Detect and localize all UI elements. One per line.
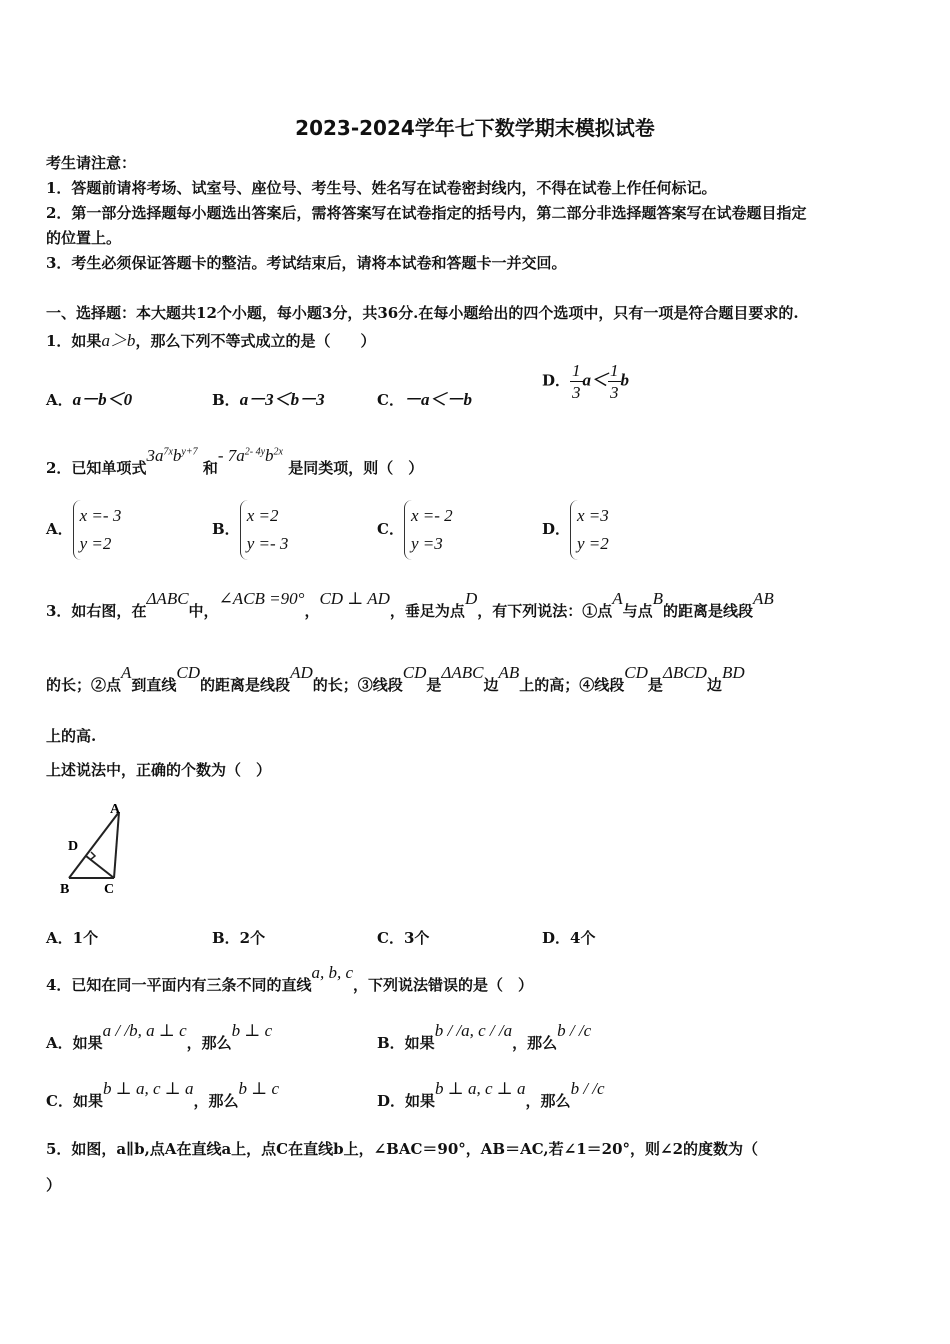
q1-option-a[interactable]: A．a－b＜0 xyxy=(46,390,133,409)
notice-heading: 考生请注意： xyxy=(46,154,137,172)
equation-system: x =- 2 y =3 xyxy=(404,500,453,560)
question-3-line-1: 3．如右图，在ΔABC中，∠ACB =90°，CD ⊥ AD，垂足为点D，有下列说法：①点A与点B的距离是线段AB xyxy=(46,589,774,620)
label-d: D xyxy=(68,839,79,854)
fraction: $\frac{1}{3}$ xyxy=(572,361,581,402)
q1-condition: a＞b xyxy=(101,331,136,350)
q1-option-b[interactable]: B．a－3＜b－3 xyxy=(212,390,325,409)
q2-option-d[interactable]: D． x =3 y =2 xyxy=(542,500,609,560)
q4-option-b[interactable]: B．如果b / /a, c / /a，那么b / /c xyxy=(377,1021,592,1052)
label-c: C xyxy=(104,882,115,897)
monomial-1: $3a^{7x}b^{y+7}$ xyxy=(146,446,198,465)
notice-item: 2．第一部分选择题每小题选出答案后，需将答案写在试卷指定的括号内，第二部分非选择题答案写在试卷题目指定 xyxy=(46,204,807,222)
q1-option-c[interactable]: C．－a＜－b xyxy=(377,390,472,409)
notice-item: 3．考生必须保证答题卡的整洁。考试结束后，请将本试卷和答题卡一并交回。 xyxy=(46,254,567,272)
q4-option-a[interactable]: A．如果a / /b, a ⊥ c，那么b ⊥ c xyxy=(46,1021,273,1052)
question-5-line-2: ） xyxy=(46,1176,62,1194)
question-3-line-3: 上的高. xyxy=(46,727,97,745)
q2-option-a[interactable]: A． x =- 3 y =2 xyxy=(46,500,121,560)
q2-option-b[interactable]: B． x =2 y =- 3 xyxy=(212,500,288,560)
segment-ca xyxy=(114,812,119,878)
q1-pre: 1．如果 xyxy=(46,332,102,350)
q3-option-b[interactable]: B．2个 xyxy=(212,929,266,947)
q1-post: ，那么下列不等式成立的是（ ） xyxy=(135,332,376,350)
q3-option-d[interactable]: D．4个 xyxy=(542,929,596,947)
question-2: 2．已知单项式$3a^{7x}b^{y+7}$ 和- $7a^{2- 4y}b^{2x}$ 是同类项，则（ ） xyxy=(46,446,424,477)
q3-option-a[interactable]: A．1个 xyxy=(46,929,99,947)
q3-option-c[interactable]: C．3个 xyxy=(377,929,430,947)
question-3-line-2: 的长；②点A到直线CD的距离是线段AD的长；③线段CD是ΔABC边AB上的高；④线段CD是ΔBCD边BD xyxy=(46,663,745,694)
label-b: B xyxy=(60,882,70,897)
equation-system: x =3 y =2 xyxy=(570,500,609,560)
q4-option-d[interactable]: D．如果b ⊥ a, c ⊥ a，那么b / /c xyxy=(377,1079,605,1110)
notice-item: 的位置上。 xyxy=(46,229,122,247)
q2-option-c[interactable]: C． x =- 2 y =3 xyxy=(377,500,453,560)
page-title: 2023-2024学年七下数学期末模拟试卷 xyxy=(295,116,655,140)
question-1 xyxy=(46,326,375,351)
equation-system: x =- 3 y =2 xyxy=(73,500,122,560)
q4-option-c[interactable]: C．如果b ⊥ a, c ⊥ a，那么b ⊥ c xyxy=(46,1079,280,1110)
triangle-figure xyxy=(44,798,134,898)
section-heading: 一、选择题：本大题共12个小题，每小题3分，共36分.在每小题给出的四个选项中，只有一项是符合题目要求的. xyxy=(46,304,799,322)
notice-item: 1．答题前请将考场、试室号、座位号、考生号、姓名写在试卷密封线内，不得在试卷上作任何标记。 xyxy=(46,179,717,197)
question-5-line-1: 5．如图，a∥b,点A在直线a上，点C在直线b上，∠BAC＝90°，AB＝AC,若∠1＝20°，则∠2的度数为（ xyxy=(46,1140,759,1158)
equation-system: x =2 y =- 3 xyxy=(240,500,289,560)
question-4: 4．已知在同一平面内有三条不同的直线a, b, c，下列说法错误的是（ ） xyxy=(46,963,534,994)
monomial-2: - $7a^{2- 4y}b^{2x}$ xyxy=(217,446,283,465)
question-3-ask: 上述说法中，正确的个数为（ ） xyxy=(46,761,272,779)
fraction: $\frac{1}{3}$ xyxy=(610,361,619,402)
q4-vars: a, b, c xyxy=(311,963,353,982)
q1-option-d[interactable]: D． $\frac{1}{3}$ a＜ $\frac{1}{3}$ b xyxy=(542,361,630,402)
label-a: A xyxy=(110,802,121,817)
